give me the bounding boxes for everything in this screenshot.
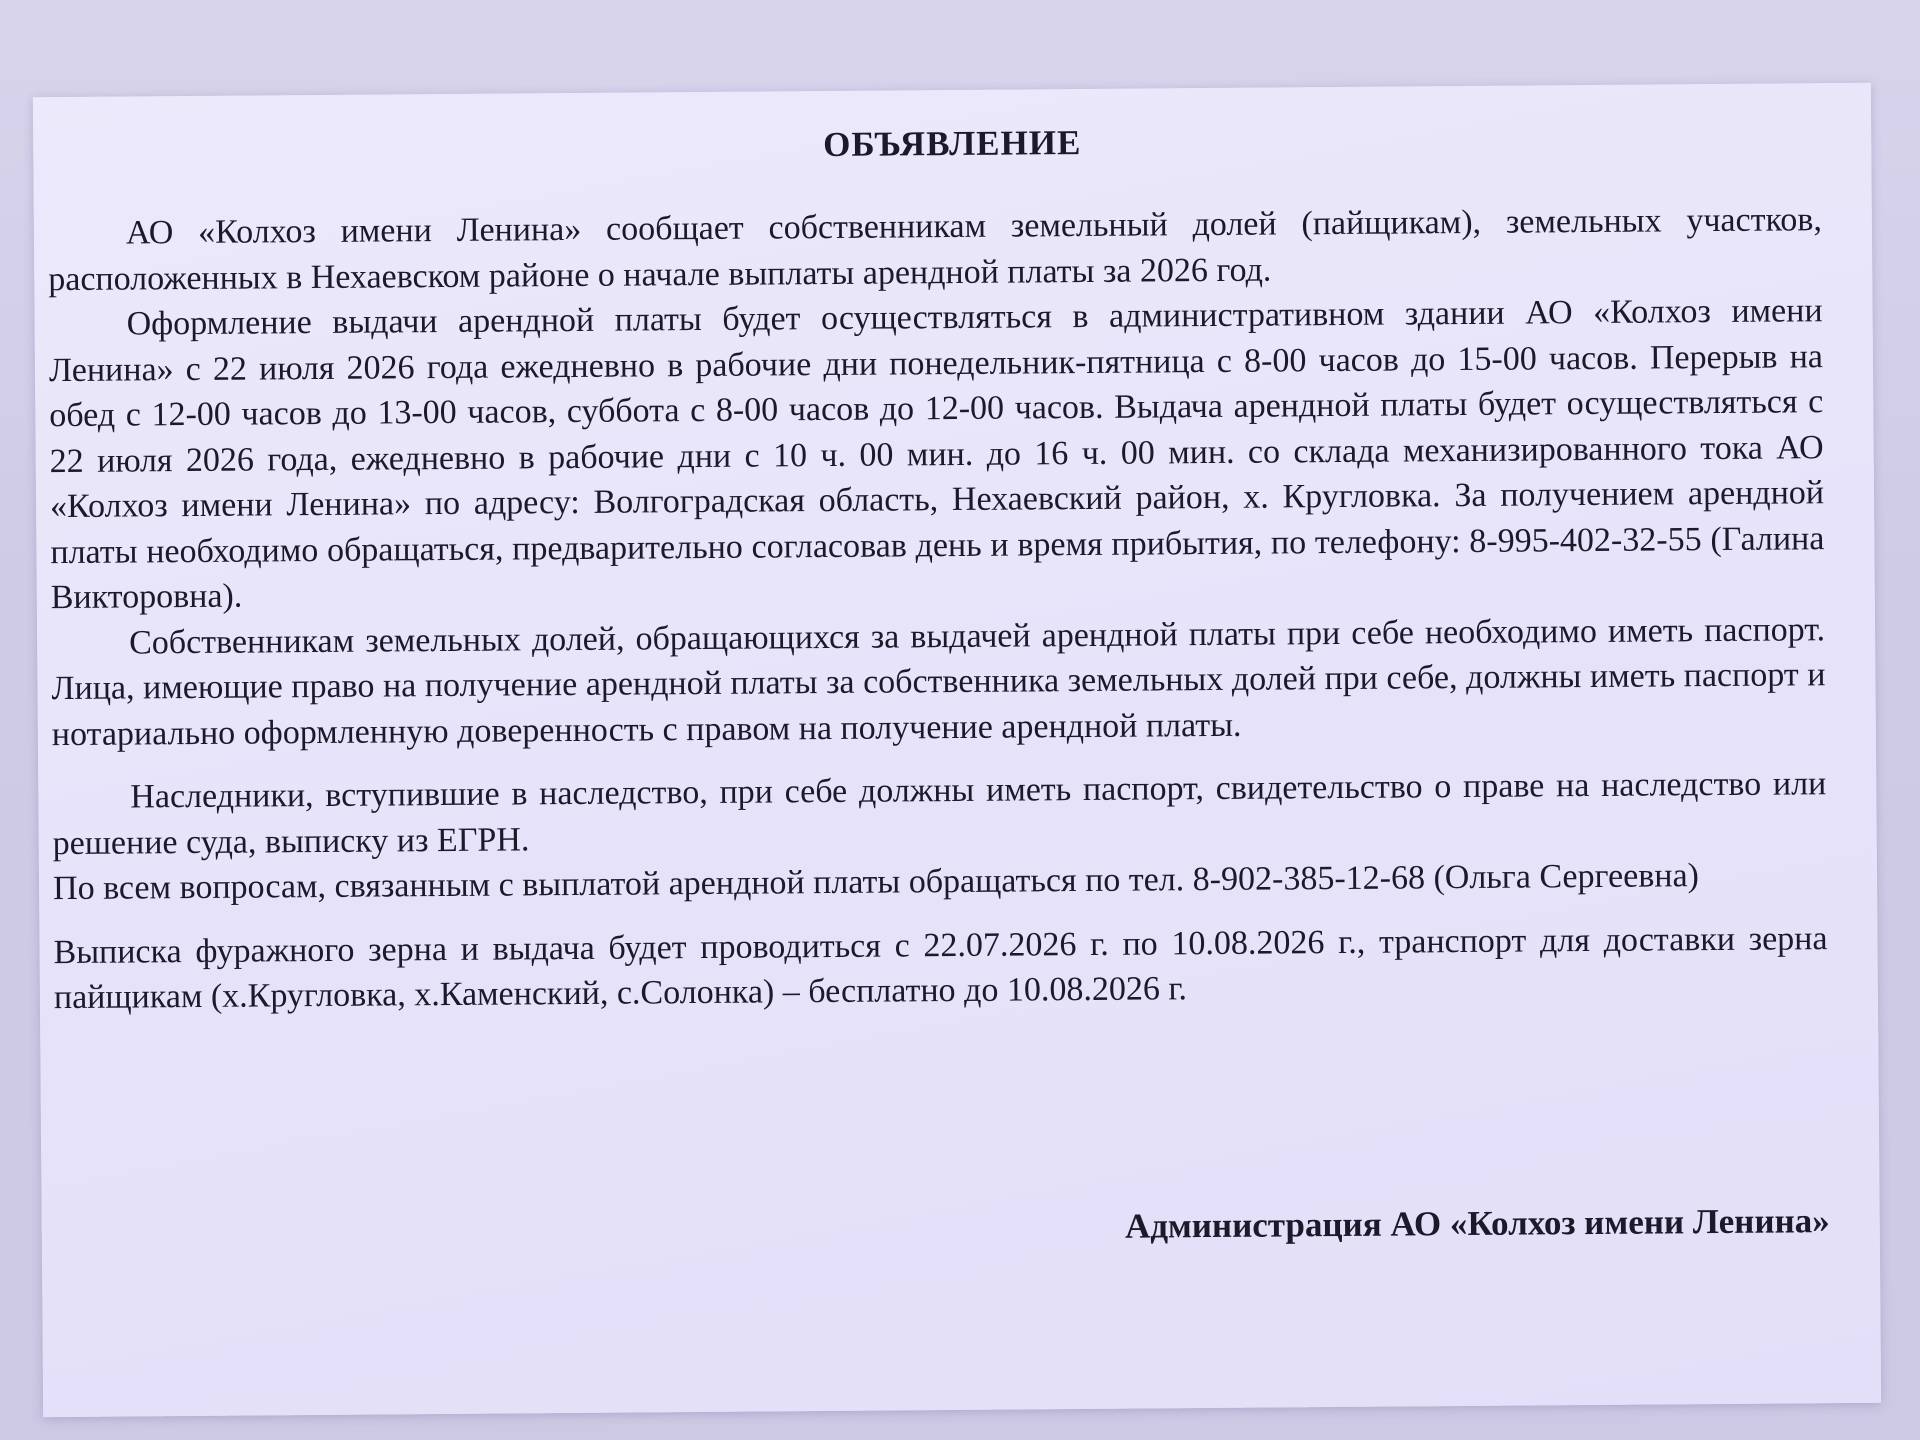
- notice-sheet: [33, 83, 1881, 1417]
- paragraph-documents-owners: Собственникам земельных долей, обращающихся за выдачей арендной платы при себе необходимо иметь паспорт. Лица, имеющие право на получение арендной платы за собственника земельных долей при себе, должны иметь паспорт и нотариально оформленную доверенность с правом на получение арендной платы.: [51, 610, 1826, 753]
- paragraph-intro: АО «Колхоз имени Ленина» сообщает собственникам земельный долей (пайщикам), земельных участков, расположенных в Нехаевском районе о начале выплаты арендной платы за 2026 год.: [48, 201, 1823, 298]
- paragraph-questions-contact: По всем вопросам, связанным с выплатой арендной платы обращаться по тел. 8-902-385-12-68 (Ольга Сергеевна): [52, 857, 1700, 908]
- notice-title: ОБЪЯВЛЕНИЕ: [822, 123, 1082, 165]
- paragraph-grain-delivery: Выписка фуражного зерна и выдача будет проводиться с 22.07.2026 г. по 10.08.2026 г., транспорт для доставки зерна пайщикам (х.Кругловка, х.Каменский, с.Солонка) – бесплатно до 10.08.2026 г.: [53, 919, 1828, 1017]
- paragraph-schedule: Оформление выдачи арендной платы будет осуществляться в административном здании АО «Колхоз имени Ленина» с 22 июля 2026 года ежедневно в рабочие дни понедельник-пятница с 8-00 часов до 15-00 часов. Перерыв на обед с 12-00 часов до 13-00 часов, суббота с 8-00 часов до 12-00 часов. Выдача арендной платы будет осуществляться с 22 июля 2026 года, ежедневно в рабочие дни с 10 ч. 00 мин. до 16 ч. 00 мин. со склада механизированного тока АО «Колхоз имени Ленина» по адресу: Волгоградская область, Нехаевский район, х. Кругловка. За получением арендной платы необходимо обращаться, предварительно согласовав день и время прибытия, по телефону: 8-995-402-32-55 (Галина Викторовна).: [48, 292, 1825, 617]
- signature-administration: Администрация АО «Колхоз имени Ленина»: [1124, 1201, 1830, 1246]
- paragraph-documents-heirs: Наследники, вступившие в наследство, при себе должны иметь паспорт, свидетельство о праве на наследство или решение суда, выписку из ЕГРН.: [52, 765, 1827, 862]
